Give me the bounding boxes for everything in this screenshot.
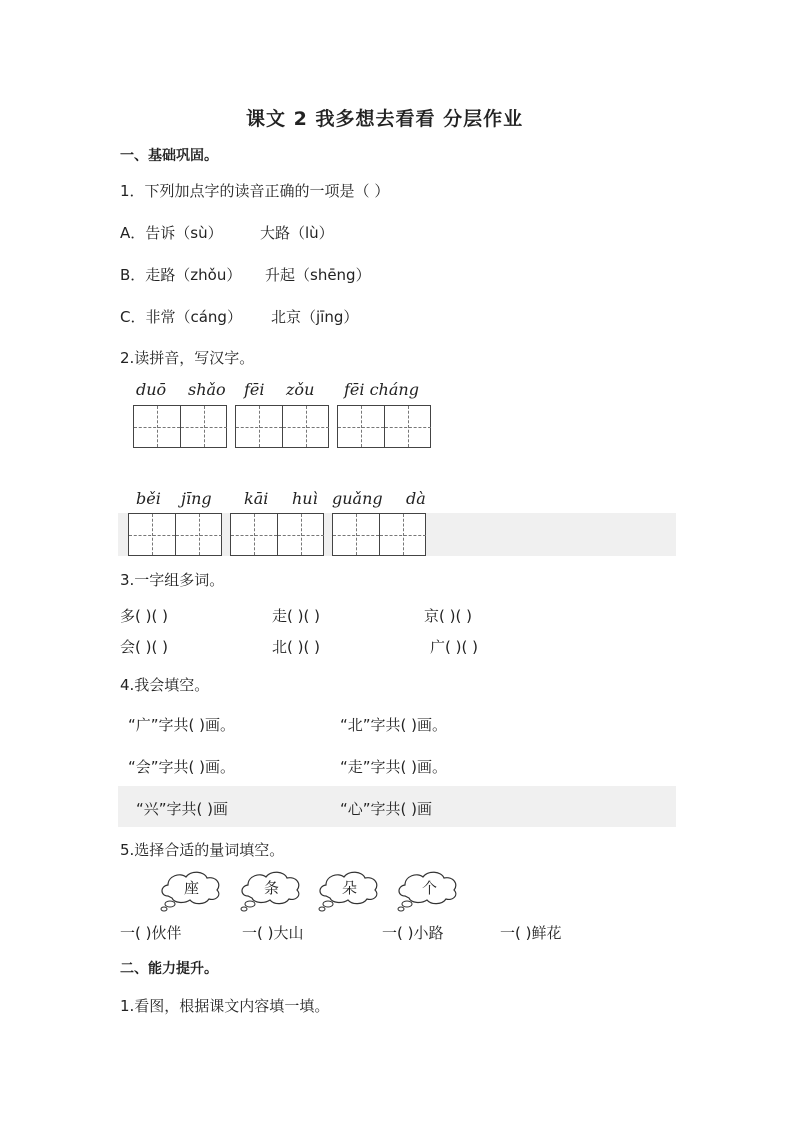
word-group-blank[interactable]: 广( )( ): [430, 638, 478, 656]
pinyin-label: huì: [292, 489, 318, 508]
writing-box[interactable]: [133, 405, 227, 448]
option-c-part1: C．非常（cáng）: [120, 308, 242, 326]
word-group-blank[interactable]: 多( )( ): [120, 607, 168, 625]
pinyin-label: kāi: [244, 489, 269, 508]
pinyin-label: fēi cháng: [344, 380, 419, 399]
measure-word-blank[interactable]: 一( )鲜花: [500, 924, 562, 942]
measure-word-blank[interactable]: 一( )大山: [242, 924, 304, 942]
stroke-count-blank[interactable]: “走”字共( )画。: [340, 758, 448, 776]
stroke-count-blank[interactable]: “心”字共( )画: [340, 800, 433, 818]
question-6-stem: 1.看图，根据课文内容填一填。: [120, 997, 330, 1015]
word-group-blank[interactable]: 走( )( ): [272, 607, 320, 625]
pinyin-label: shǎo: [188, 380, 226, 399]
pinyin-label: duō: [136, 380, 167, 399]
writing-grid-row-1: [0, 405, 794, 450]
option-b-part2: 升起（shēng）: [265, 266, 371, 284]
section-heading-basic: 一、基础巩固。: [120, 148, 218, 164]
page-title: 课文 2 我多想去看看 分层作业: [246, 108, 524, 130]
stroke-count-blank[interactable]: “会”字共( )画。: [128, 758, 236, 776]
pinyin-label: zǒu: [286, 380, 315, 399]
question-4-stem: 4.我会填空。: [120, 676, 210, 694]
question-3-stem: 3.一字组多词。: [120, 571, 225, 589]
writing-box[interactable]: [332, 513, 426, 556]
option-a-part1: A．告诉（sù）: [120, 224, 223, 242]
word-group-blank[interactable]: 京( )( ): [424, 607, 472, 625]
question-2-stem: 2.读拼音，写汉字。: [120, 349, 255, 367]
cloud-word[interactable]: 朵: [342, 879, 358, 897]
writing-box[interactable]: [230, 513, 324, 556]
stroke-count-blank[interactable]: “北”字共( )画。: [340, 716, 448, 734]
cloud-word[interactable]: 个: [422, 879, 438, 897]
question-1-stem: 1．下列加点字的读音正确的一项是（ ）: [120, 182, 390, 200]
option-b-part1: B．走路（zhǒu）: [120, 266, 242, 284]
writing-box[interactable]: [235, 405, 329, 448]
cloud-word[interactable]: 条: [264, 879, 280, 897]
section-heading-advanced: 二、能力提升。: [120, 961, 218, 977]
writing-box[interactable]: [128, 513, 222, 556]
pinyin-label: guǎng: [332, 489, 383, 508]
pinyin-label: dà: [406, 489, 426, 508]
stroke-count-blank[interactable]: “广”字共( )画。: [128, 716, 236, 734]
pinyin-label: běi: [136, 489, 161, 508]
question-5-stem: 5.选择合适的量词填空。: [120, 841, 285, 859]
word-group-blank[interactable]: 会( )( ): [120, 638, 168, 656]
option-c-part2: 北京（jīng）: [271, 308, 359, 326]
pinyin-label: jīng: [181, 489, 212, 508]
pinyin-label: fēi: [244, 380, 265, 399]
word-group-blank[interactable]: 北( )( ): [272, 638, 320, 656]
writing-grid-row-2: [0, 513, 794, 558]
stroke-count-blank[interactable]: “兴”字共( )画: [136, 800, 229, 818]
measure-word-blank[interactable]: 一( )小路: [382, 924, 444, 942]
cloud-word[interactable]: 座: [184, 879, 200, 897]
measure-word-blank[interactable]: 一( )伙伴: [120, 924, 182, 942]
writing-box[interactable]: [337, 405, 431, 448]
option-a-part2: 大路（lù）: [260, 224, 334, 242]
